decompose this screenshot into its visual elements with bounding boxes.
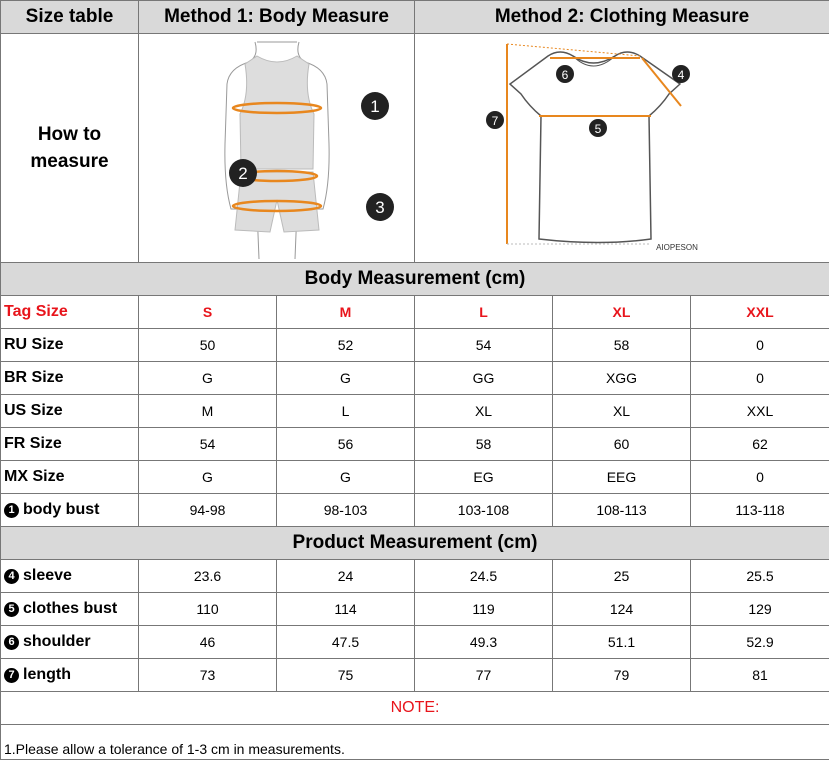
table-cell: 47.5: [277, 626, 415, 659]
row-label: BR Size: [1, 362, 139, 395]
brand-label: AIOPESON: [656, 243, 698, 252]
tag-size-label: Tag Size: [1, 296, 139, 329]
fr-size-row: [1, 428, 829, 461]
us-size-row: [1, 395, 829, 428]
shirt-figure-cell: [415, 34, 829, 263]
row-label: [1, 626, 139, 659]
header-row: [1, 1, 829, 34]
clothes-bust-row: [1, 593, 829, 626]
table-cell: G: [277, 461, 415, 494]
table-cell: 0: [691, 329, 829, 362]
row-label: FR Size: [1, 428, 139, 461]
table-cell: XXL: [691, 395, 829, 428]
figure-row: [1, 34, 829, 263]
row-label-text: length: [23, 666, 71, 683]
badge-5-label: 5: [595, 122, 602, 136]
row-label-text: sleeve: [23, 567, 72, 584]
table-cell: 94-98: [139, 494, 277, 527]
tag-size-cell: S: [139, 296, 277, 329]
table-cell: 129: [691, 593, 829, 626]
tag-size-row: [1, 296, 829, 329]
badge-4-icon: 4: [4, 569, 19, 584]
row-label: US Size: [1, 395, 139, 428]
sleeve-row: [1, 560, 829, 593]
table-cell: 54: [139, 428, 277, 461]
body-measurement-title: Body Measurement (cm): [1, 263, 829, 296]
how-to-line2: measure: [1, 148, 138, 175]
tag-size-cell: XXL: [691, 296, 829, 329]
table-cell: XL: [553, 395, 691, 428]
table-cell: 98-103: [277, 494, 415, 527]
table-cell: 60: [553, 428, 691, 461]
badge-4-label: 4: [678, 68, 685, 82]
row-label: [1, 494, 139, 527]
table-cell: GG: [415, 362, 553, 395]
table-cell: G: [139, 362, 277, 395]
badge-6-label: 6: [562, 68, 569, 82]
table-cell: L: [277, 395, 415, 428]
table-cell: 103-108: [415, 494, 553, 527]
row-label-text: body bust: [23, 501, 99, 518]
row-label-text: clothes bust: [23, 600, 117, 617]
table-cell: 77: [415, 659, 553, 692]
note-label: NOTE:: [1, 692, 829, 725]
size-table-title: Size table: [1, 1, 139, 34]
table-cell: G: [277, 362, 415, 395]
how-to-line1: How to: [1, 121, 138, 148]
table-cell: XL: [415, 395, 553, 428]
tolerance-footnote: 1.Please allow a tolerance of 1-3 cm in measurements.: [1, 725, 829, 760]
table-cell: 52: [277, 329, 415, 362]
table-cell: 108-113: [553, 494, 691, 527]
method1-title: Method 1: Body Measure: [139, 1, 415, 34]
table-cell: 113-118: [691, 494, 829, 527]
table-cell: XGG: [553, 362, 691, 395]
table-cell: 62: [691, 428, 829, 461]
row-label: [1, 593, 139, 626]
table-cell: 73: [139, 659, 277, 692]
table-cell: 25.5: [691, 560, 829, 593]
table-cell: 58: [415, 428, 553, 461]
shoulder-row: [1, 626, 829, 659]
mx-size-row: [1, 461, 829, 494]
badge-6-icon: 6: [4, 635, 19, 650]
product-measurement-header: [1, 527, 829, 560]
ru-size-row: [1, 329, 829, 362]
tshirt-outline: [510, 52, 680, 243]
note-row: [1, 692, 829, 725]
table-cell: 0: [691, 362, 829, 395]
badge-1-label: 1: [370, 97, 379, 116]
body-bust-row: [1, 494, 829, 527]
method2-title: Method 2: Clothing Measure: [415, 1, 829, 34]
table-cell: 110: [139, 593, 277, 626]
table-cell: 0: [691, 461, 829, 494]
table-cell: G: [139, 461, 277, 494]
table-cell: 50: [139, 329, 277, 362]
row-label: RU Size: [1, 329, 139, 362]
table-cell: EG: [415, 461, 553, 494]
badge-7-icon: 7: [4, 668, 19, 683]
table-cell: 46: [139, 626, 277, 659]
table-cell: 49.3: [415, 626, 553, 659]
footnote-row: [1, 725, 829, 760]
badge-2-label: 2: [238, 164, 247, 183]
length-row: [1, 659, 829, 692]
badge-7-label: 7: [492, 114, 499, 128]
table-cell: 81: [691, 659, 829, 692]
row-label-text: shoulder: [23, 633, 91, 650]
table-cell: 23.6: [139, 560, 277, 593]
table-cell: 79: [553, 659, 691, 692]
badge-1-icon: 1: [4, 503, 19, 518]
body-measurement-header: [1, 263, 829, 296]
table-cell: 119: [415, 593, 553, 626]
body-measure-illustration: [139, 34, 415, 259]
table-cell: EEG: [553, 461, 691, 494]
table-cell: 25: [553, 560, 691, 593]
product-measurement-title: Product Measurement (cm): [1, 527, 829, 560]
table-cell: 75: [277, 659, 415, 692]
tag-size-cell: L: [415, 296, 553, 329]
badge-3-label: 3: [375, 198, 384, 217]
tag-size-cell: M: [277, 296, 415, 329]
table-cell: 56: [277, 428, 415, 461]
tag-size-cell: XL: [553, 296, 691, 329]
table-cell: 52.9: [691, 626, 829, 659]
badge-5-icon: 5: [4, 602, 19, 617]
row-label: [1, 560, 139, 593]
how-to-measure: [1, 34, 139, 263]
br-size-row: [1, 362, 829, 395]
shirt-measure-illustration: [415, 34, 829, 259]
table-cell: 114: [277, 593, 415, 626]
table-cell: 24.5: [415, 560, 553, 593]
table-cell: 124: [553, 593, 691, 626]
table-cell: 24: [277, 560, 415, 593]
table-cell: M: [139, 395, 277, 428]
row-label: MX Size: [1, 461, 139, 494]
table-cell: 54: [415, 329, 553, 362]
table-cell: 58: [553, 329, 691, 362]
row-label: [1, 659, 139, 692]
body-figure-cell: [139, 34, 415, 263]
table-cell: 51.1: [553, 626, 691, 659]
